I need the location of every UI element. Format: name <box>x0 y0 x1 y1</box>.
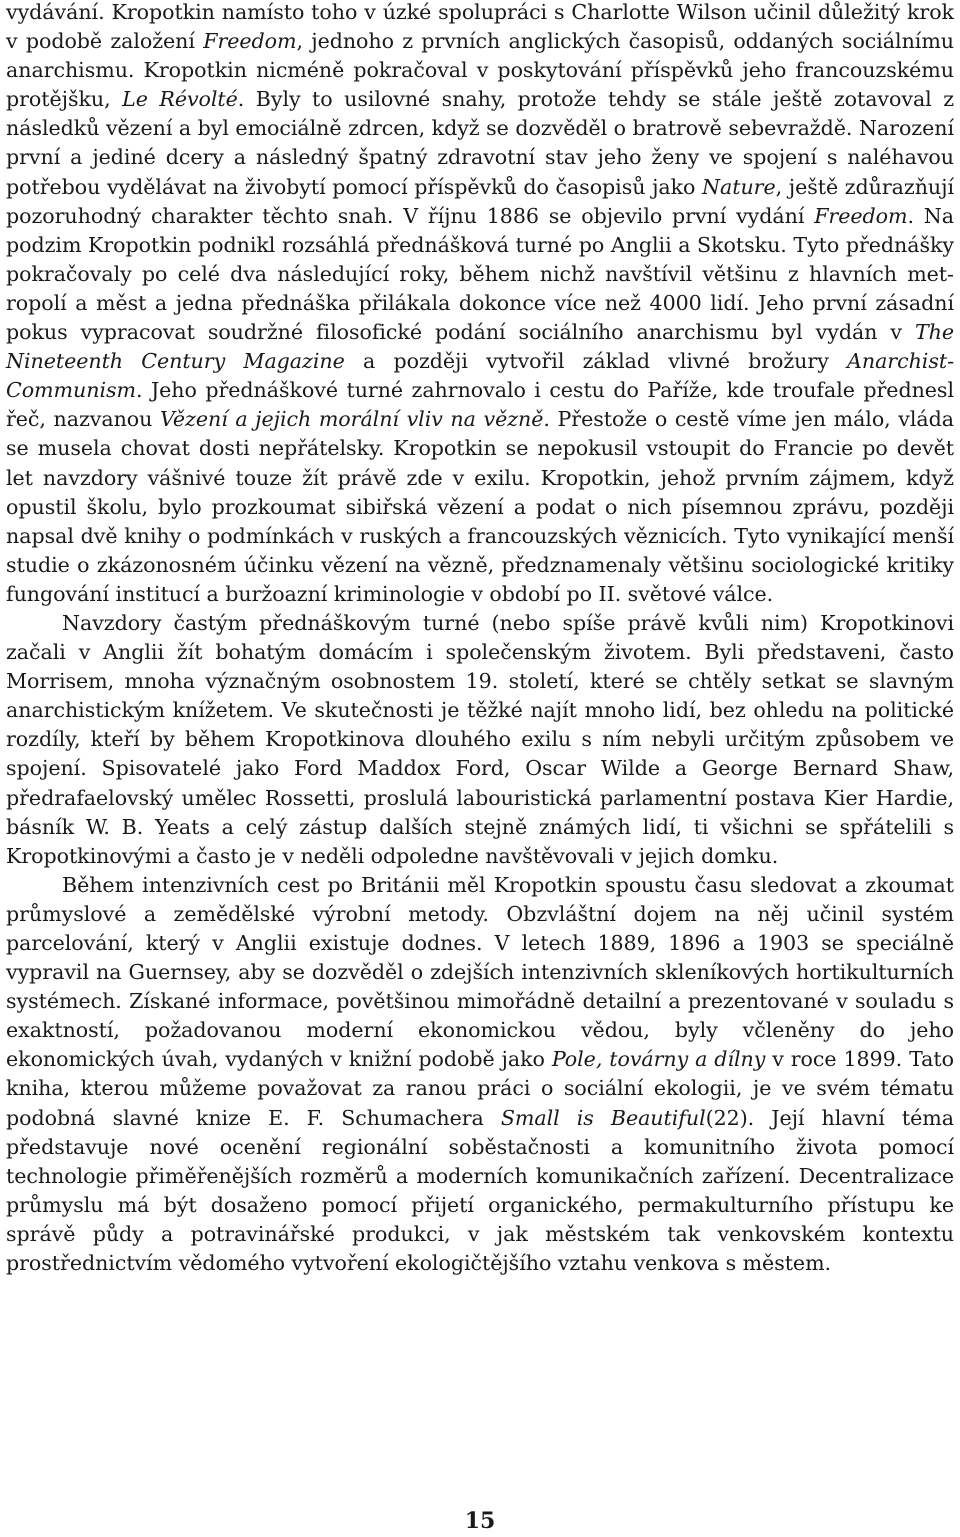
text-run: vydávání. Kropotkin namísto toho v úzké spolupráci s Charlotte Wilson učinil důležitý krok v podobě založení <box>6 0 954 54</box>
italic-title: Pole, továrny a dílny <box>551 1047 766 1072</box>
paragraph-3 <box>6 871 954 1278</box>
text-run: , ještě zdůrazňují pozoruhodný charakter těchto snah. V říjnu 1886 se objevilo první vydání <box>6 174 955 228</box>
paragraph-1 <box>6 0 954 609</box>
text-run: a později vytvořil základ vlivné brožury <box>344 349 848 374</box>
paragraph-2 <box>6 609 954 871</box>
text-run: v roce 1899. Tato kniha, kterou můžeme považovat za ranou práci o sociální ekologii, je ve svém tématu podobná slavné knize E. F. Schumachera <box>6 1047 954 1130</box>
text-run: . Jeho přednáškové turné zahrnovalo i cestu do Paříže, kde troufale přednesl řeč, nazvanou <box>6 378 954 432</box>
text-run: Během intenzivních cest po Británii měl Kropotkin spoustu času sledovat a zkoumat průmyslové a zemědělské výrobní metody. Obzvláštní dojem na něj učinil systém parcelování, který v Anglii existuje dodnes. V letech 1889, 1896 a 1903 se speciálně vypravil na Guernsey, aby se dozvěděl o zdejších intenzivních skleníkových hortikulturních systémech. Získané informace, povětšinou mimořádně detailní a prezentované v souladu s exaktností, požadovanou moderní ekonomickou vědou, byly včleněny do jeho ekonomických úvah, vydaných v knižní podobě jako <box>6 872 954 1072</box>
page-text-block <box>6 0 954 1278</box>
italic-title: Nature <box>702 174 776 199</box>
page-number: 15 <box>464 1508 496 1534</box>
text-run: . Byly to usilovné snahy, protože tehdy se stále ještě zotavoval z následků vězení a byl emociálně zdrcen, když se dozvěděl o bratrově sebevraždě. Narození první a jediné dcery a následný špatný zdravotní stav jeho ženy ve spojení s naléhavou potřebou vydělávat na živobytí pomocí příspěvků do časopisů jako <box>6 87 954 199</box>
italic-title: The Nineteenth Century Magazine <box>6 320 954 374</box>
text-run: (22). Její hlavní téma představuje nové ocenění regionální soběstačnosti a komunitního života pomocí technologie přiměřenějších rozměrů a moderních komunikačních zařízení. Decentralizace průmyslu má být dosaženo pomocí přijetí organického, permakulturního přístupu ke správě půdy a potravinářské produkci, v jak městském tak venkovském kontextu prostřednictvím vědomého vytvoření ekologičtějšího vztahu venkova s městem. <box>6 1105 954 1276</box>
italic-title: Vězení a jejich morální vliv na vězně <box>159 407 544 432</box>
italic-title: Small is Beautiful <box>500 1105 706 1130</box>
italic-title: Freedom <box>814 203 908 228</box>
italic-title: Anarchist-Communism <box>6 349 954 403</box>
italic-title: Freedom <box>203 29 297 54</box>
italic-title: Le Révolté <box>122 87 238 112</box>
text-run: , jednoho z prvních anglických časopisů, oddaných sociálnímu anarchismu. Kropotkin nicméně pokračoval v poskytování příspěvků jeho francouzskému protějšku, <box>6 29 955 112</box>
text-run: . Na podzim Kropotkin podnikl rozsáhlá přednášková turné po Anglii a Skotsku. Tyto přednášky pokračovaly po celé dva následující roky, během nichž navštívil většinu z hlavních metropolí a měst a jedna přednáška přilákala dokonce více než 4000 lidí. Jeho první zásadní pokus vypracovat soudržné filosofické podání sociálního anarchismu byl vydán v <box>6 203 954 345</box>
text-run: . Přestože o cestě víme jen málo, vláda se musela chovat dosti nepřátelsky. Kropotkin se nepokusil vstoupit do Francie po devět let navzdory vášnivé touze žít právě zde v exilu. Kropotkin, jehož prvním zájmem, když opustil školu, bylo prozkoumat sibiřská vězení a podat o nich písemnou zprávu, později napsal dvě knihy o podmínkách v ruských a francouzských věznicích. Tyto vynikající menší studie o zkázonosném účinku vězení na vězně, předznamenaly většinu sociologické kritiky fungování institucí a buržoazní kriminologie v období po II. světové válce. <box>6 407 954 606</box>
text-run: Navzdory častým přednáškovým turné (nebo spíše právě kvůli nim) Kropotkinovi začali v Anglii žít bohatým domácím i společenským životem. Byli představeni, často Morrisem, mnoha význačným osobnostem 19. století, které se chtěly setkat se slavným anarchistickým knížetem. Ve skutečnosti je těžké najít mnoho lidí, bez ohledu na politické rozdíly, kteří by během Kropotkinova dlouhého exilu s ním nebyli určitým způsobem ve spojení. Spisovatelé jako Ford Maddox Ford, Oscar Wilde a George Bernard Shaw, předrafaelovský umělec Rossetti, proslulá labouristická parlamentní postava Kier Hardie, básník W. B. Yeats a celý zástup dalších stejně známých lidí, ti všichni se spřátelili s Kropotkinovými a často je v neděli odpoledne navštěvovali v jejich domku. <box>6 610 954 868</box>
